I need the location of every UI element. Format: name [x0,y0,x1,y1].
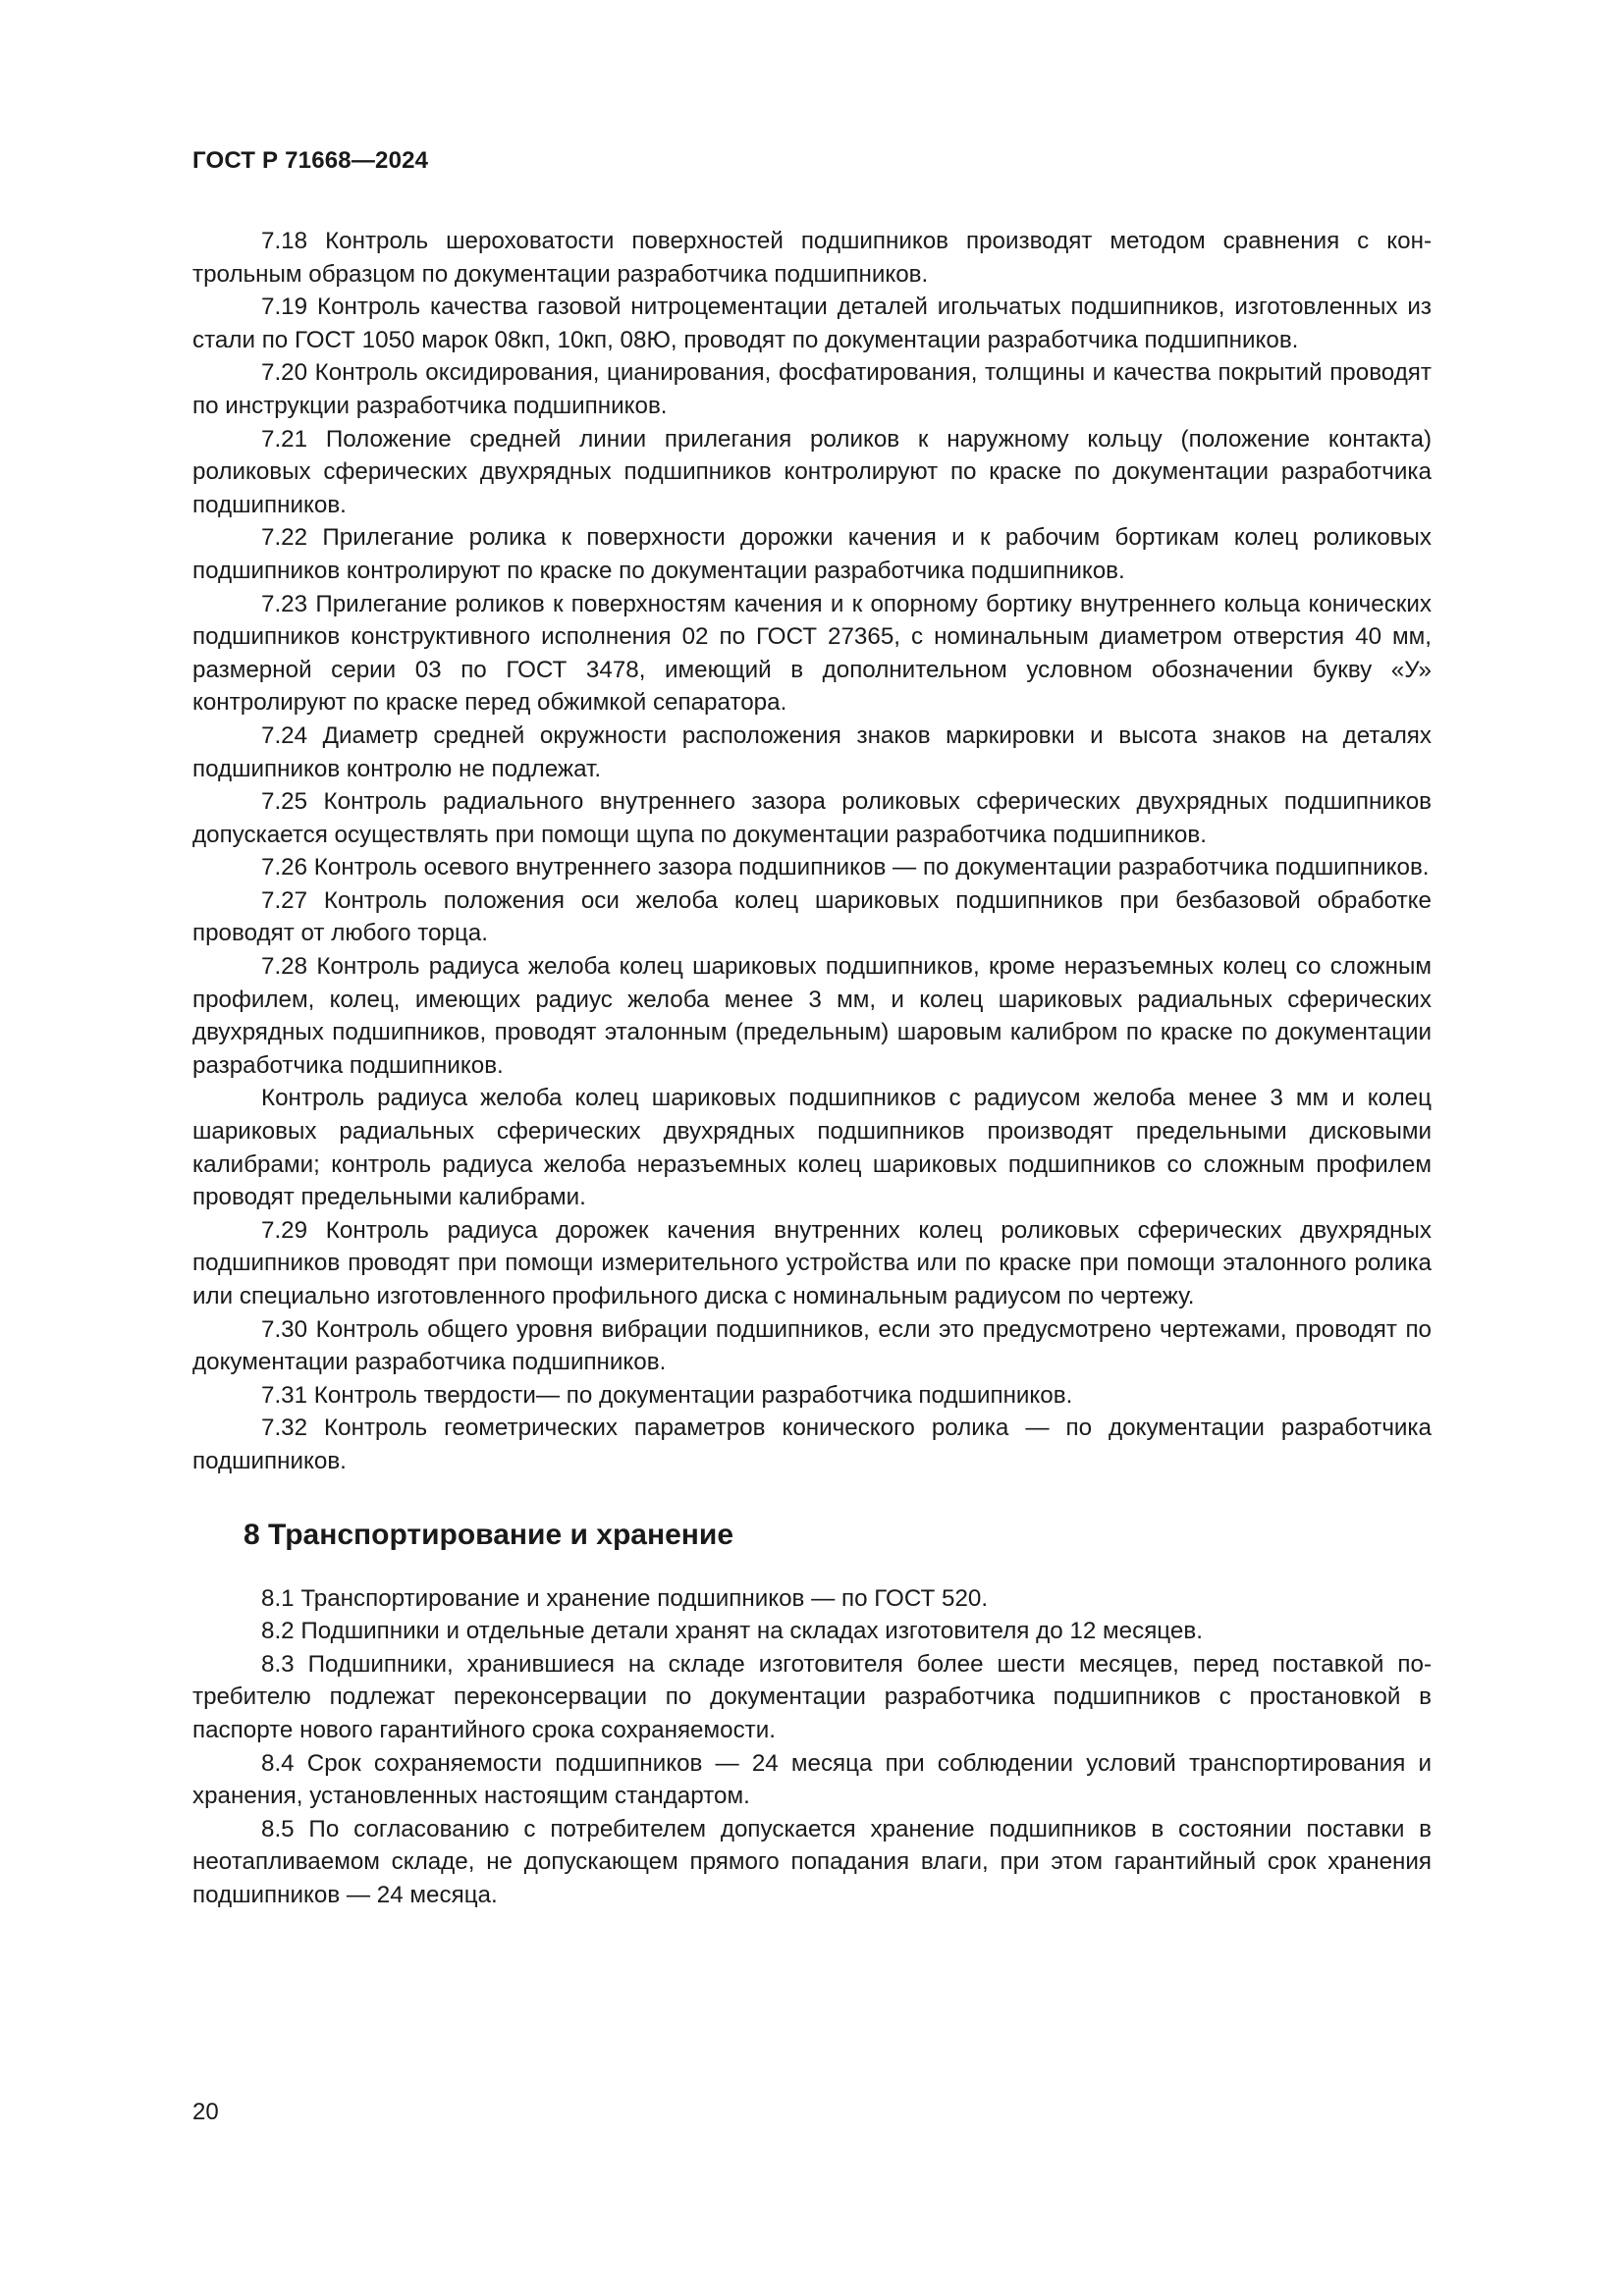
paragraph-8-5: 8.5 По согласованию с потребителем допускается хранение подшипников в состоянии поставки в неотапливаемом складе, не допускающем прямого попадания влаги, при этом гарантийный срок хранения подшипников — 24 месяца. [192,1815,1432,1908]
paragraph-7-26: 7.26 Контроль осевого внутреннего зазора подшипников — по документации разработчика подшипников. [261,854,1430,881]
page-number: 20 [192,2099,219,2125]
paragraph-7-21: 7.21 Положение средней линии прилегания роликов к наружному кольцу (положение контакта) роликовых сферических двухрядных подшипников контролируют по краске по документации разработчика подшипников. [192,425,1432,518]
paragraph-7-24: 7.24 Диаметр средней окружности расположения знаков маркировки и высота знаков на деталях подшипников контролю не подлежат. [192,721,1432,782]
paragraph-7-19: 7.19 Контроль качества газовой нитроцементации деталей игольчатых подшипников, изготовленных из стали по ГОСТ 1050 марок 08кп, 10кп, 08Ю, проводят по документации разработчика подшипников. [192,294,1432,353]
document-code-header: ГОСТ Р 71668—2024 [192,147,429,174]
paragraph-7-30: 7.30 Контроль общего уровня вибрации подшипников, если это предусмотрено чертежами, проводят по документации разработчика подшипников. [192,1315,1432,1376]
paragraph-8-3: 8.3 Подшипники, хранившиеся на складе изготовителя более шести месяцев, перед поставкой потребителю подлежат переконсервации по документации разработчика подшипников с простановкой в паспорте нового гарантийного срока сохраняемости. [192,1650,1432,1743]
paragraph-7-31: 7.31 Контроль твердости— по документации разработчика подшипников. [261,1381,1073,1409]
paragraph-8-1: 8.1 Транспортирование и хранение подшипников — по ГОСТ 520. [261,1584,989,1612]
paragraph-7-25: 7.25 Контроль радиального внутреннего зазора роликовых сферических двухрядных подшипников допускается осуществлять при помощи щупа по документации разработчика подшипников. [192,788,1432,848]
paragraph-7-22: 7.22 Прилегание ролика к поверхности дорожки качения и к рабочим бортикам колец роликовых подшипников контролируют по краске по документации разработчика подшипников. [192,524,1432,584]
page-content [192,225,1432,1912]
paragraph-7-20: 7.20 Контроль оксидирования, цианирования, фосфатирования, толщины и качества покрытий проводят по инструкции разработчика подшипников. [192,359,1432,419]
paragraph-7-28: 7.28 Контроль радиуса желоба колец шариковых подшипников, кроме неразъемных колец со сложным профилем, колец, имеющих радиус желоба менее 3 мм, и колец шариковых радиальных сферических двухрядных подшипников, проводят эталонным (предельным) шаровым калибром по краске по документации разработчика подшипников. [192,953,1432,1079]
paragraph-7-18: 7.18 Контроль шероховатости поверхностей подшипников производят методом сравнения с контрольным образцом по документации разработчика подшипников. [192,228,1432,288]
paragraph-7-27: 7.27 Контроль положения оси желоба колец шариковых подшипников при безбазовой обработке проводят от любого торца. [192,886,1432,947]
paragraph-7-28-continued: Контроль радиуса желоба колец шариковых подшипников с радиусом желоба менее 3 мм и колец шариковых радиальных сферических двухрядных подшипников производят предельными дисковыми калибрами; контроль радиуса желоба неразъемных колец шариковых подшипников со сложным профилем проводят предельными калибрами. [192,1085,1432,1211]
section-heading-8: 8 Транспортирование и хранение [244,1518,734,1551]
paragraph-7-23: 7.23 Прилегание роликов к поверхностям качения и к опорному бортику внутреннего кольца конических подшипников конструктивного исполнения 02 по ГОСТ 27365, с номинальным диаметром отверстия 40 мм, размерной серии 03 по ГОСТ 3478, имеющий в дополнительном условном обозначении букву «У» контролируют по краске перед обжимкой сепаратора. [192,590,1432,717]
paragraph-7-32: 7.32 Контроль геометрических параметров конического ролика — по документации разработчика подшипников. [192,1415,1432,1474]
paragraph-8-2: 8.2 Подшипники и отдельные детали хранят на складах изготовителя до 12 месяцев. [261,1618,1203,1645]
paragraph-7-29: 7.29 Контроль радиуса дорожек качения внутренних колец роликовых сферических двухрядных подшипников проводят при помощи измерительного устройства или по краске при помощи эталонного ролика или специально изготовленного профильного диска с номинальным радиусом по чертежу. [192,1216,1432,1309]
paragraph-8-4: 8.4 Срок сохраняемости подшипников — 24 месяца при соблюдении условий транспортирования и хранения, установленных настоящим стандартом. [192,1749,1432,1810]
